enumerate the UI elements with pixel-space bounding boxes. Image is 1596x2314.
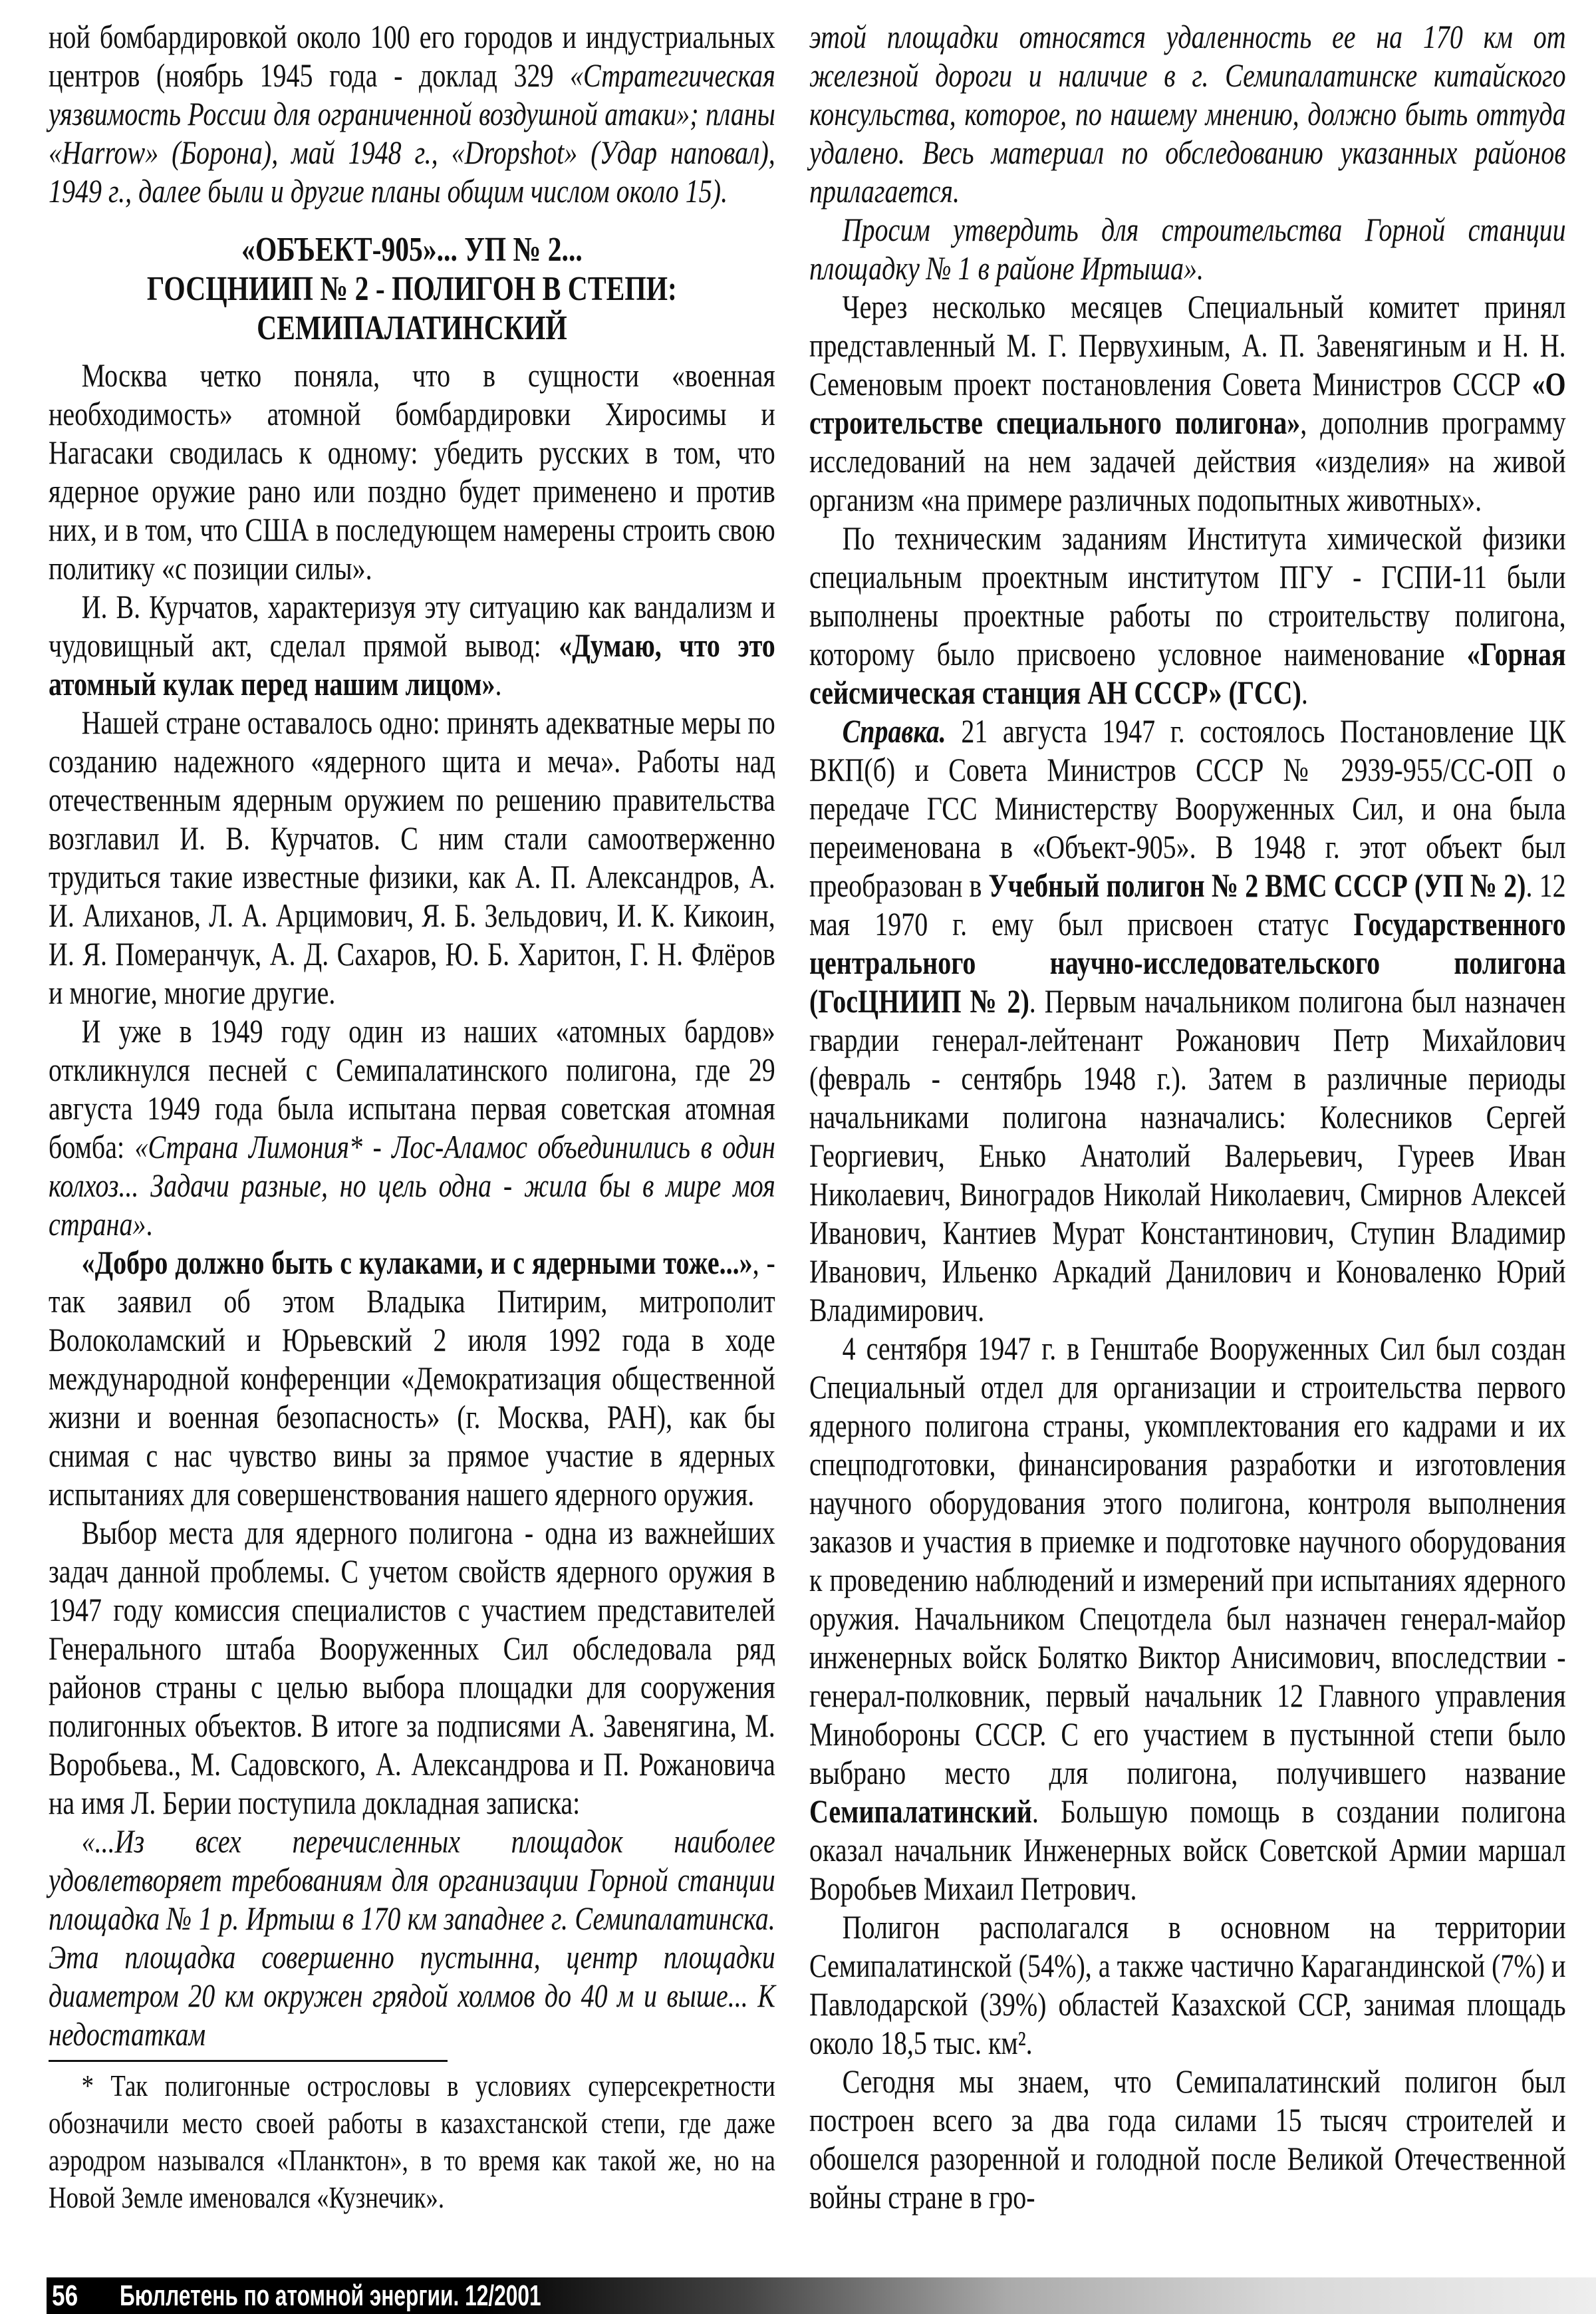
text-run: И уже в 1949 году один из наших «атомных бардов» откликнулся песней с Семипалатинского полигона, где 29 августа 1949 года была испытана первая советская атомная бомба:: [49, 1012, 775, 1165]
left-column: [49, 17, 775, 2216]
text-run: Нашей стране оставалось одно: принять адекватные меры по созданию надежного «ядерного щита и меча». Работы над отечественным ядерным оружием по решению правительства возглавил И. В. Курчатов. С ним стали самоотверженно трудиться такие известные физики, как А. П. Александров, А. И. Алиханов, Л. А. Арцимович, Я. Б. Зельдович, И. К. Кикоин, И. Я. Померанчук, А. Д. Сахаров, Ю. Б. Харитон, Г. Н. Флёров и многие, многие другие.: [49, 704, 775, 1011]
paragraph: [809, 210, 1566, 287]
text-run: Москва четко поняла, что в сущности «военная необходимость» атомной бомбардировки Хиросимы и Нагасаки сводилась к одному: убедить русских в том, что ядерное оружие рано или поздно будет применено и против них, и в том, что США в последующем намерены строить свою политику «с позиции силы».: [49, 357, 775, 587]
footnote: * Так полигонные острословы в условиях суперсекретности обозначили место своей работы в казахстанской степи, где даже аэродром назывался «Планктон», в то время как такой же, но на Новой Земле именовался «Кузнечик».: [49, 2069, 775, 2214]
bold-italic-text: Справка.: [842, 712, 946, 750]
text-run: Через несколько месяцев Специальный комитет принял представленный М. Г. Первухиным, А. П. Завенягиным и Н. Н. Семеновым проект постановления Совета Министров СССР: [809, 288, 1566, 402]
bold-text: «Думаю, что это атомный кулак перед нашим лицом»: [49, 627, 775, 702]
paragraph: [809, 2062, 1566, 2216]
text-run: По техническим заданиям Института химической физики специальным проектным институтом ПГУ - ГСПИ-11 были выполнены проектные работы по строительству полигона, которому было присвоено условное наименование: [809, 519, 1566, 672]
bold-text: «Добро должно быть с кулаками, и с ядерными тоже...»: [81, 1244, 753, 1281]
italic-text: Просим утвердить для строительства Горной станции площадку № 1 в районе Иртыша».: [809, 211, 1566, 287]
paragraph: [49, 703, 775, 1012]
text-run: ной бомбардировкой около 100 его городов и индустриальных центров (ноябрь 1945 года - доклад 329: [49, 18, 775, 94]
intro-continuation: [49, 17, 775, 210]
text-run: .: [1301, 674, 1308, 711]
page-number: 56: [52, 2279, 78, 2312]
text-run: Выбор места для ядерного полигона - одна из важнейших задач данной проблемы. С учетом свойств ядерного оружия в 1947 году комиссия специалистов с участием представителей Генерального штаба Вооруженных Сил обследовала ряд районов страны с целью выбора площадки для сооружения полигонных объектов. В итоге за подписями А. Завенягина, М. Воробьева., М. Садовского, А. Александрова и П. Рожановича на имя Л. Берии поступила докладная записка:: [49, 1514, 775, 1821]
bold-text: Государственного центрального научно-исследовательского полигона (ГосЦНИИП № 2): [809, 905, 1566, 1020]
heading-line: СЕМИПАЛАТИНСКИЙ: [257, 309, 567, 347]
right-body: [809, 17, 1566, 2216]
text-run: И. В. Курчатов, характеризуя эту ситуацию как вандализм и чудовищный акт, сделал прямой вывод:: [49, 588, 775, 664]
paragraph: [49, 356, 775, 587]
paragraph: [809, 1908, 1566, 2062]
italic-text: «...Из всех перечисленных площадок наиболее удовлетворяет требованиям для организации Горной станции площадка № 1 р. Иртыш в 170 км западнее г. Семипалатинска. Эта площадка совершенно пустынна, центр площадки диаметром 20 км окружен грядой холмов до 40 м и выше... К недостаткам: [49, 1822, 775, 2053]
bold-text: «Горная сейсмическая станция АН СССР» (ГСС): [809, 635, 1566, 711]
text-run: . Первым начальником полигона был назначен гвардии генерал-лейтенант Рожанович Петр Михайлович (февраль - сентябрь 1948 г.). Затем в различные периоды начальниками полигона назначались: Колесников Сергей Георгиевич, Енько Анатолий Валерьевич, Гуреев Иван Николаевич, Виноградов Николай Николаевич, Смирнов Алексей Иванович, Кантиев Мурат Константинович, Ступин Владимир Иванович, Ильенко Аркадий Данилович и Коноваленко Юрий Владимирович.: [809, 982, 1566, 1328]
paragraph: [49, 1822, 775, 2053]
paragraph: [809, 287, 1566, 519]
paragraph: [49, 587, 775, 703]
publication-title: Бюллетень по атомной энергии. 12/2001: [120, 2279, 541, 2312]
paragraph: [49, 1513, 775, 1822]
bold-text: Учебный полигон № 2 ВМС СССР (УП № 2): [988, 867, 1526, 904]
bold-text: «О строительстве специального полигона»: [809, 365, 1566, 441]
paragraph: [809, 712, 1566, 1329]
paragraph: [809, 1329, 1566, 1908]
text-run: . Большую помощь в создании полигона оказал начальник Инженерных войск Советской Армии маршал Воробьев Михаил Петрович.: [809, 1793, 1566, 1907]
heading-line: «ОБЪЕКТ-905»... УП № 2...: [241, 231, 583, 269]
text-run: 21 августа 1947 г. состоялось Постановление ЦК ВКП(б) и Совета Министров СССР № 2939-955/СС-ОП о передаче ГСС Министерству Вооруженных Сил, и она была переименована в «Объект-905». В 1948 г. этот объект был преобразован в: [809, 712, 1566, 904]
right-column: [809, 17, 1566, 2216]
bold-text: Семипалатинский: [809, 1793, 1032, 1830]
text-run: , дополнив программу исследований на нем задачей действия «изделия» на живой организм «на примере различных подопытных животных».: [809, 404, 1566, 518]
section-heading: [49, 230, 775, 348]
paragraph: [809, 519, 1566, 712]
paragraph: [49, 1243, 775, 1513]
text-run: Сегодня мы знаем, что Семипалатинский полигон был построен всего за два года силами 15 тысяч строителей и обошелся разоренной и голодной после Великой Отечественной войны стране в гро-: [809, 2063, 1566, 2216]
text-run: . 12 мая 1970 г. ему был присвоен статус: [809, 867, 1566, 942]
text-run: .: [146, 1205, 153, 1242]
left-body: [49, 356, 775, 2053]
footnote-divider: [49, 2060, 448, 2062]
italic-text: этой площадки относятся удаленность ее на 170 км от железной дороги и наличие в г. Семипалатинске китайского консульства, которое, по нашему мнению, должно быть оттуда удалено. Весь материал по обследованию указанных районов прилагается.: [809, 18, 1566, 210]
text-run: , - так заявил об этом Владыка Питирим, митрополит Волоколамский и Юрьевский 2 июля 1992 года в ходе международной конференции «Демократизация общественной жизни и военная безопасность» (г. Москва, РАН), как бы снимая с нас чувство вины за прямое участие в ядерных испытаниях для совершенствования нашего ядерного оружия.: [49, 1244, 775, 1513]
text-run: 4 сентября 1947 г. в Генштабе Вооруженных Сил был создан Специальный отдел для организации и строительства первого ядерного полигона страны, укомплектования его кадрами и их спецподготовки, финансирования разработки и изготовления научного оборудования этого полигона, контроля выполнения заказов и участия в приемке и подготовке научного оборудования к проведению наблюдений и измерений при испытаниях ядерного оружия. Начальником Спецотдела был назначен генерал-майор инженерных войск Болятко Виктор Анисимович, впоследствии - генерал-полковник, первый начальник 12 Главного управления Минобороны СССР. С его участием в пустынной степи было выбрано место для полигона, получившего название: [809, 1330, 1566, 1791]
paragraph: [49, 1012, 775, 1243]
italic-text: «Стратегическая уязвимость России для ограниченной воздушной атаки»; планы «Harrow» (Борона), май 1948 г., «Dropshot» (Удар наповал), 1949 г., далее были и другие планы общим числом около 15).: [49, 57, 775, 210]
paragraph: [49, 17, 775, 210]
text-run: Полигон располагался в основном на территории Семипалатинской (54%), а также частично Карагандинской (7%) и Павлодарской (39%) областей Казахской ССР, занимая площадь около 18,5 тыс. км².: [809, 1908, 1566, 2061]
heading-line: ГОСЦНИИП № 2 - ПОЛИГОН В СТЕПИ:: [146, 270, 677, 308]
paragraph: [809, 17, 1566, 210]
text-run: .: [495, 665, 502, 702]
page-footer: [47, 2277, 1596, 2314]
italic-text: «Страна Лимония* - Лос-Аламос объединились в один колхоз... Задачи разные, но цель одна - жила бы в мире моя страна»: [49, 1128, 775, 1242]
